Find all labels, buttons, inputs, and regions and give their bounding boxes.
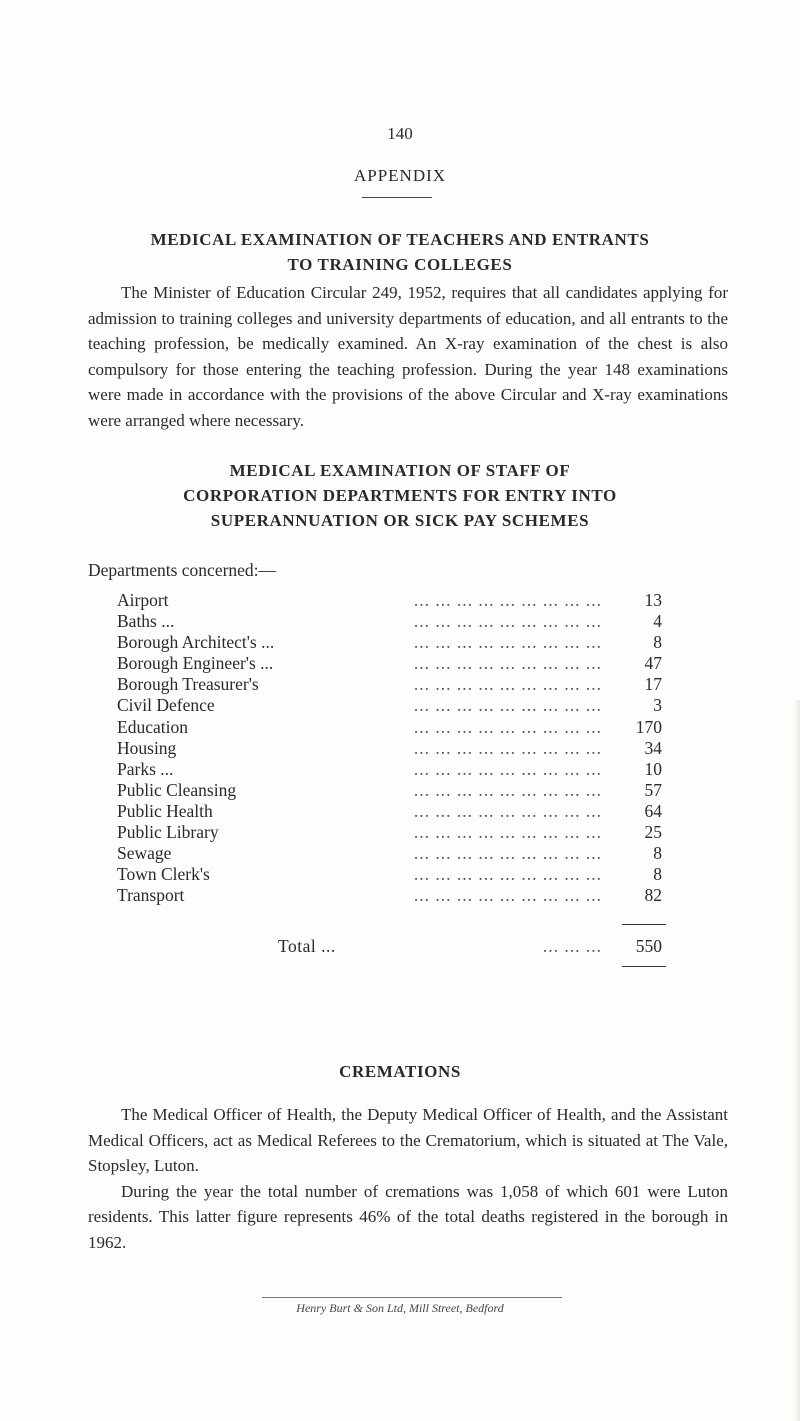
department-name: Transport <box>117 885 198 906</box>
department-count: 17 <box>644 674 662 695</box>
printer-imprint: Henry Burt & Son Ltd, Mill Street, Bedford <box>296 1301 504 1315</box>
leader-dots: ... ... ... ... ... ... ... ... ... <box>413 864 602 885</box>
department-count: 25 <box>644 822 662 843</box>
leader-dots: ... ... ... ... ... ... ... ... ... <box>413 758 602 779</box>
total-label: Total ... <box>278 936 336 956</box>
staff-exam-heading-line2: CORPORATION DEPARTMENTS FOR ENTRY INTO <box>183 486 617 505</box>
department-name: Town Clerk's <box>117 864 224 885</box>
leader-dots: ... ... ... ... ... ... ... ... ... <box>413 653 602 674</box>
department-row <box>117 717 662 738</box>
leader-dots: ... ... ... ... ... ... ... ... ... <box>413 716 602 737</box>
departments-label: Departments concerned:— <box>88 560 277 580</box>
department-name: Education <box>117 717 202 738</box>
department-count: 4 <box>653 611 662 632</box>
total-rule-bottom <box>622 966 666 967</box>
department-name: Civil Defence <box>117 695 229 716</box>
page-edge-shadow <box>794 700 800 1421</box>
department-row <box>117 653 662 674</box>
appendix-underline <box>362 197 432 198</box>
page-number: 140 <box>387 124 413 143</box>
department-name: Public Cleansing <box>117 780 250 801</box>
department-name: Public Health <box>117 801 227 822</box>
department-count: 64 <box>644 800 662 821</box>
leader-dots: ... ... ... <box>542 936 602 956</box>
department-row <box>117 759 662 780</box>
departments-list <box>117 590 662 906</box>
department-row <box>117 590 662 611</box>
staff-exam-heading-line3: SUPERANNUATION OR SICK PAY SCHEMES <box>210 511 590 530</box>
leader-dots: ... ... ... ... ... ... ... ... ... <box>413 737 602 758</box>
cremations-paragraph-2: During the year the total number of cremations was 1,058 of which 601 were Luton residents. This latter figure represents 46% of the total deaths registered in the borough in 1962. <box>88 1181 728 1252</box>
department-row <box>117 780 662 801</box>
department-count: 3 <box>653 695 662 716</box>
department-name: Borough Treasurer's <box>117 674 273 695</box>
department-count: 82 <box>644 885 662 906</box>
department-row <box>117 843 662 864</box>
department-name: Housing <box>117 738 190 759</box>
department-row <box>117 801 662 822</box>
leader-dots: ... ... ... ... ... ... ... ... ... <box>413 800 602 821</box>
department-row <box>117 695 662 716</box>
total-row <box>278 936 662 958</box>
department-row <box>117 632 662 653</box>
department-count: 170 <box>635 716 662 737</box>
department-name: Public Library <box>117 822 233 843</box>
leader-dots: ... ... ... ... ... ... ... ... ... <box>413 843 602 864</box>
teachers-exam-paragraph-block <box>88 280 728 434</box>
department-name: Borough Architect's ... <box>117 632 288 653</box>
leader-dots: ... ... ... ... ... ... ... ... ... <box>413 590 602 610</box>
department-row <box>117 885 662 906</box>
cremations-paragraph-1: The Medical Officer of Health, the Deputy Medical Officer of Health, and the Assistant Medical Officers, act as Medical Referees to the Crematorium, which is situated at The Vale, Stopsley, Luton. <box>88 1105 728 1176</box>
teachers-exam-heading <box>0 227 800 277</box>
department-name: Sewage <box>117 843 185 864</box>
total-value: 550 <box>635 936 662 956</box>
leader-dots: ... ... ... ... ... ... ... ... ... <box>413 822 602 843</box>
teachers-exam-heading-line1: MEDICAL EXAMINATION OF TEACHERS AND ENTRANTS <box>150 230 650 249</box>
staff-exam-heading-line1: MEDICAL EXAMINATION OF STAFF OF <box>229 461 571 480</box>
department-count: 13 <box>644 590 662 610</box>
department-count: 10 <box>644 758 662 779</box>
department-row <box>117 822 662 843</box>
department-row <box>117 674 662 695</box>
leader-dots: ... ... ... ... ... ... ... ... ... <box>413 885 602 906</box>
department-row <box>117 864 662 885</box>
department-name: Parks ... <box>117 759 187 780</box>
department-name: Baths ... <box>117 611 188 632</box>
leader-dots: ... ... ... ... ... ... ... ... ... <box>413 611 602 632</box>
appendix-title: APPENDIX <box>353 166 447 185</box>
leader-dots: ... ... ... ... ... ... ... ... ... <box>413 695 602 716</box>
leader-dots: ... ... ... ... ... ... ... ... ... <box>413 674 602 695</box>
teachers-exam-paragraph: The Minister of Education Circular 249, 1952, requires that all candidates applying for admission to training colleges and university departments of education, and all entrants to the teaching profession, be medically examined. An X-ray examination of the chest is also compulsory for those entering the teaching profession. During the year 148 examinations were made in accordance with the provisions of the above Circular and X-ray examinations were arranged where necessary. <box>88 283 728 430</box>
department-name: Airport <box>117 590 183 611</box>
cremations-paragraph-block <box>88 1102 728 1256</box>
department-name: Borough Engineer's ... <box>117 653 287 674</box>
department-count: 57 <box>644 779 662 800</box>
teachers-exam-heading-line2: TO TRAINING COLLEGES <box>287 255 513 274</box>
leader-dots: ... ... ... ... ... ... ... ... ... <box>413 779 602 800</box>
department-row <box>117 738 662 759</box>
department-count: 34 <box>644 737 662 758</box>
department-count: 47 <box>644 653 662 674</box>
department-count: 8 <box>653 864 662 885</box>
department-count: 8 <box>653 843 662 864</box>
cremations-heading: CREMATIONS <box>339 1062 461 1081</box>
staff-exam-heading <box>0 458 800 533</box>
department-row <box>117 611 662 632</box>
leader-dots: ... ... ... ... ... ... ... ... ... <box>413 632 602 653</box>
department-count: 8 <box>653 632 662 653</box>
total-rule-top <box>622 924 666 925</box>
footer-rule <box>262 1297 562 1298</box>
